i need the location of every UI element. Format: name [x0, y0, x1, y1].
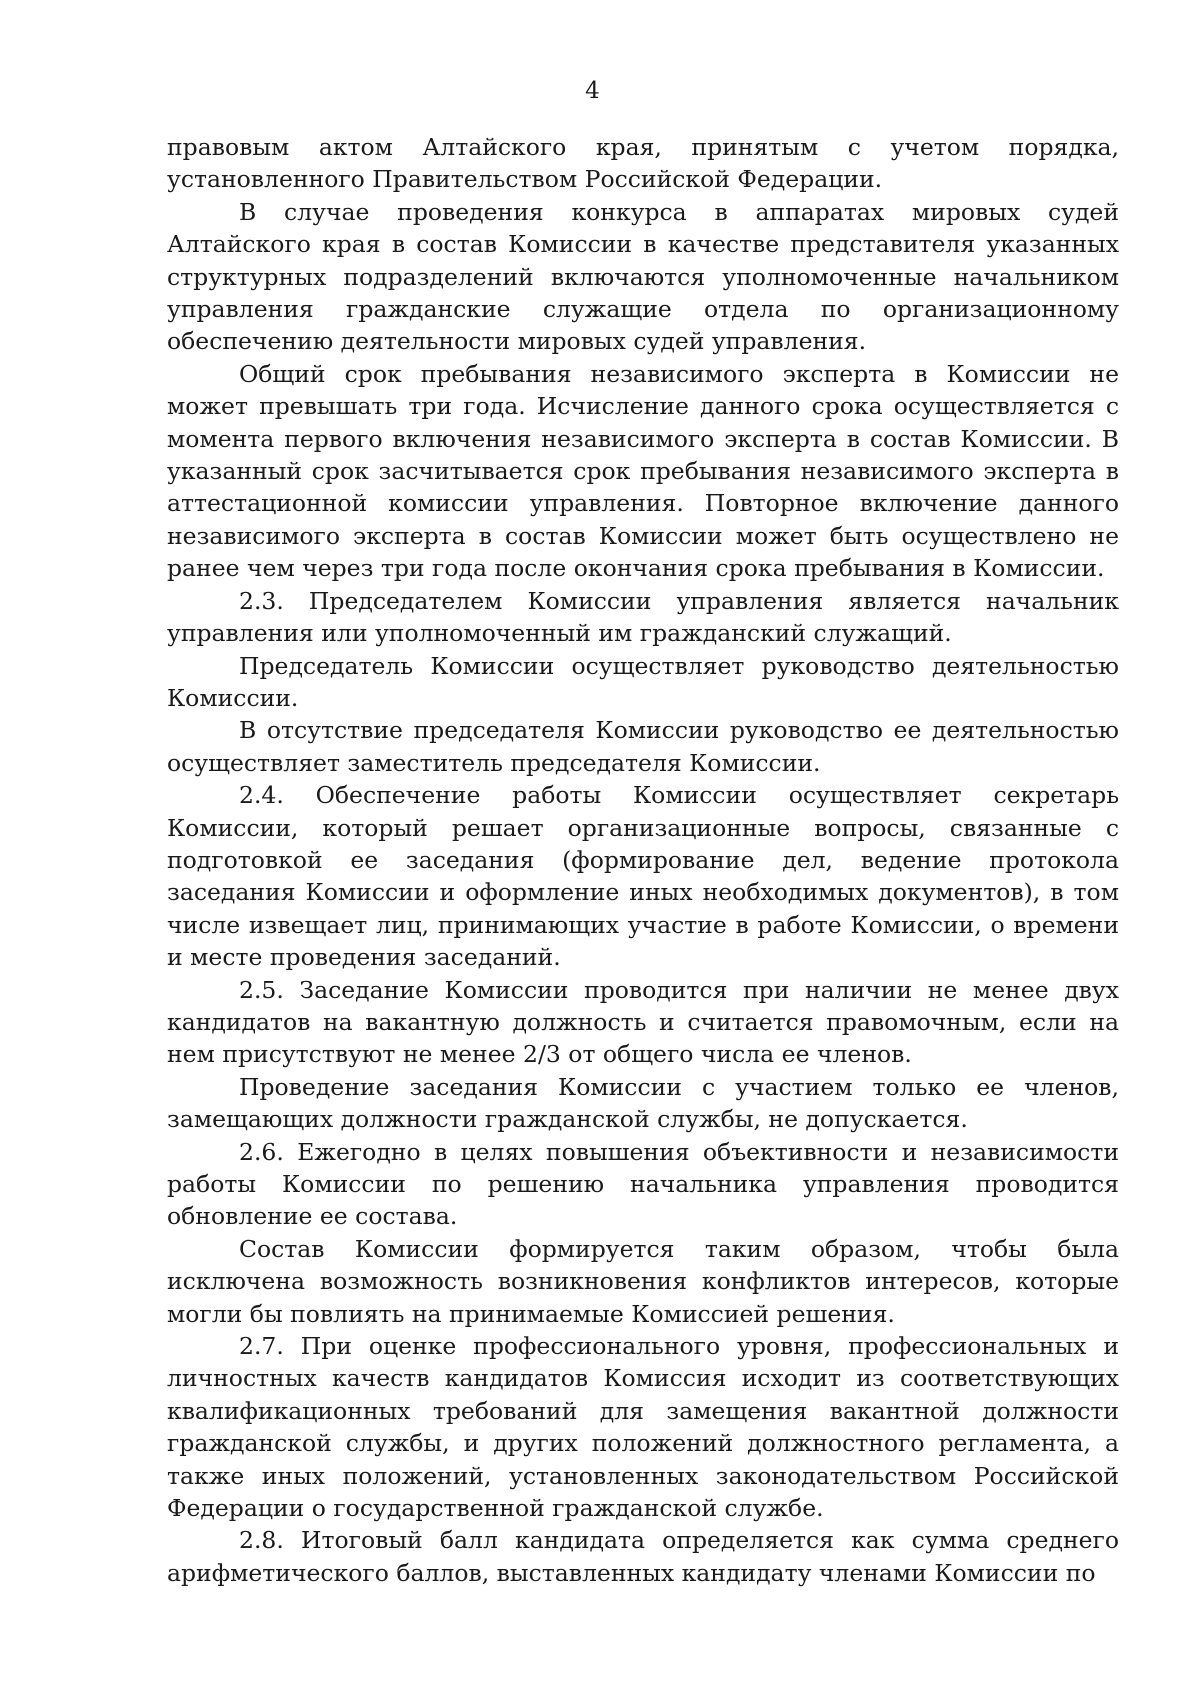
paragraph: правовым актом Алтайского края, принятым с учетом порядка, установленного Правительством Российской Федерации. — [167, 133, 1119, 194]
paragraph: Общий срок пребывания независимого эксперта в Комиссии не может превышать три года. Исчисление данного срока осуществляется с момента первого включения независимого эксперта в состав Комиссии. В указанный срок засчитывается срок пребывания независимого эксперта в аттестационной комиссии управления. Повторное включение данного независимого эксперта в состав Комиссии может быть осуществлено не ранее чем через три года после окончания срока пребывания в Комиссии. — [167, 359, 1119, 583]
paragraph: 2.7. При оценке профессионального уровня, профессиональных и личностных качеств кандидатов Комиссия исходит из соответствующих квалификационных требований для замещения вакантной должности гражданской службы, и других положений должностного регламента, а также иных положений, установленных законодательством Российской Федерации о государственной гражданской службе. — [167, 1332, 1119, 1523]
page-number: 4 — [585, 78, 600, 104]
paragraph: Проведение заседания Комиссии с участием только ее членов, замещающих должности гражданской службы, не допускается. — [167, 1072, 1119, 1134]
document-body — [167, 131, 1119, 1589]
paragraph: 2.5. Заседание Комиссии проводится при наличии не менее двух кандидатов на вакантную должность и считается правомочным, если на нем присутствуют не менее 2/3 от общего числа ее членов. — [167, 975, 1119, 1069]
paragraph: 2.3. Председателем Комиссии управления является начальник управления или уполномоченный им гражданский служащий. — [167, 586, 1119, 648]
paragraph: Состав Комиссии формируется таким образом, чтобы была исключена возможность возникновения конфликтов интересов, которые могли бы повлиять на принимаемые Комиссией решения. — [167, 1234, 1119, 1328]
paragraph: 2.4. Обеспечение работы Комиссии осуществляет секретарь Комиссии, который решает организационные вопросы, связанные с подготовкой ее заседания (формирование дел, ведение протокола заседания Комиссии и оформление иных необходимых документов), в том числе извещает лиц, принимающих участие в работе Комиссии, о времени и месте проведения заседаний. — [167, 781, 1119, 972]
paragraph: Председатель Комиссии осуществляет руководство деятельностью Комиссии. — [167, 651, 1119, 712]
paragraph: В отсутствие председателя Комиссии руководство ее деятельностью осуществляет заместитель председателя Комиссии. — [167, 716, 1119, 777]
paragraph: 2.8. Итоговый балл кандидата определяется как сумма среднего арифметического баллов, выставленных кандидату членами Комиссии по — [167, 1526, 1119, 1587]
paragraph: В случае проведения конкурса в аппаратах мировых судей Алтайского края в состав Комиссии в качестве представителя указанных структурных подразделений включаются уполномоченные начальником управления гражданские служащие отдела по организационному обеспечению деятельности мировых судей управления. — [167, 197, 1119, 356]
paragraph: 2.6. Ежегодно в целях повышения объективности и независимости работы Комиссии по решению начальника управления проводится обновление ее состава. — [167, 1137, 1119, 1231]
